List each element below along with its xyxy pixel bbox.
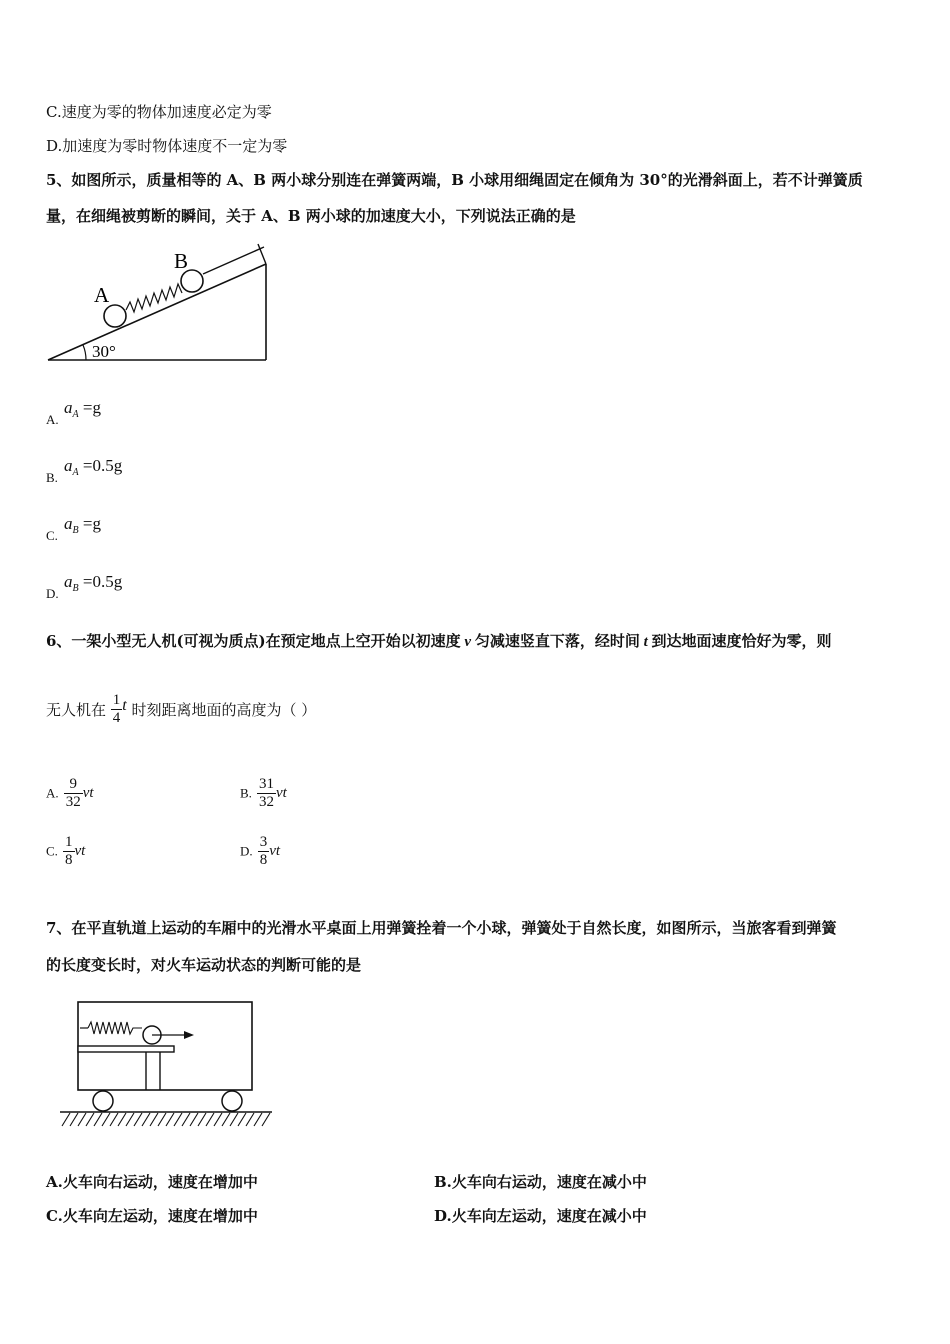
- label-b: B: [174, 249, 189, 273]
- q5-option-d[interactable]: D. $a_B =0.5g$: [46, 572, 123, 601]
- q7-stem-line2: 的长度变长时，对火车运动状态的判断可能的是: [46, 956, 362, 974]
- q5-option-c[interactable]: C. $a_B =g$: [46, 514, 101, 543]
- ball-b-icon: [181, 270, 203, 292]
- q4-option-c: C.速度为零的物体加速度必定为零: [46, 103, 272, 121]
- q6-option-b[interactable]: B. $\frac{31}{32}$ vt: [240, 776, 287, 810]
- q5-stem-line2: 量，在细绳被剪断的瞬间，关于 A、B 两小球的加速度大小，下列说法正确的是: [46, 207, 576, 225]
- q6-option-a[interactable]: A. $\frac{9}{32}$ vt: [46, 776, 94, 810]
- q5-stem-line1: 5、如图所示，质量相等的 A、B 两小球分别连在弹簧两端，B 小球用细绳固定在倾角为 30°的光滑斜面上，若不计弹簧质: [46, 171, 863, 189]
- q4-option-d: D.加速度为零时物体速度不一定为零: [46, 137, 288, 155]
- q6-option-c[interactable]: C. $\frac{1}{8}$ vt: [46, 834, 86, 868]
- q7-option-d[interactable]: D.火车向左运动，速度在减小中: [434, 1207, 647, 1225]
- wheel-left-icon: [93, 1091, 113, 1111]
- fraction-quarter: $\frac{1}{4}$: [112, 692, 121, 726]
- spring-icon: [126, 284, 182, 312]
- angle-label: 30°: [92, 342, 116, 361]
- q6-option-d[interactable]: D. $\frac{3}{8}$ vt: [240, 834, 281, 868]
- q6-stem-line1: 6、一架小型无人机(可视为质点)在预定地点上空开始以初速度 v 匀减速竖直下落，经时间 t 到达地面速度恰好为零，则: [46, 632, 832, 650]
- q7-option-c[interactable]: C.火车向左运动，速度在增加中: [46, 1207, 258, 1225]
- q7-option-b[interactable]: B.火车向右运动，速度在减小中: [434, 1173, 647, 1191]
- q7-option-a[interactable]: A.火车向右运动，速度在增加中: [46, 1173, 258, 1191]
- ball-a-icon: [104, 305, 126, 327]
- q6-stem-line2: 无人机在 $\frac{1}{4}$ t 时刻距离地面的高度为（ ）: [46, 692, 317, 726]
- q7-stem-line1: 7、在平直轨道上运动的车厢中的光滑水平桌面上用弹簧拴着一个小球，弹簧处于自然长度，如图所示，当旅客看到弹簧: [46, 919, 837, 937]
- ground-hatch: [62, 1113, 270, 1126]
- label-a: A: [94, 283, 110, 307]
- q5-option-a[interactable]: A. $a_A =g$: [46, 398, 101, 427]
- wheel-right-icon: [222, 1091, 242, 1111]
- incline-figure: [40, 238, 280, 368]
- q5-option-b[interactable]: B. $a_A =0.5g$: [46, 456, 123, 485]
- train-car-figure: [56, 998, 276, 1130]
